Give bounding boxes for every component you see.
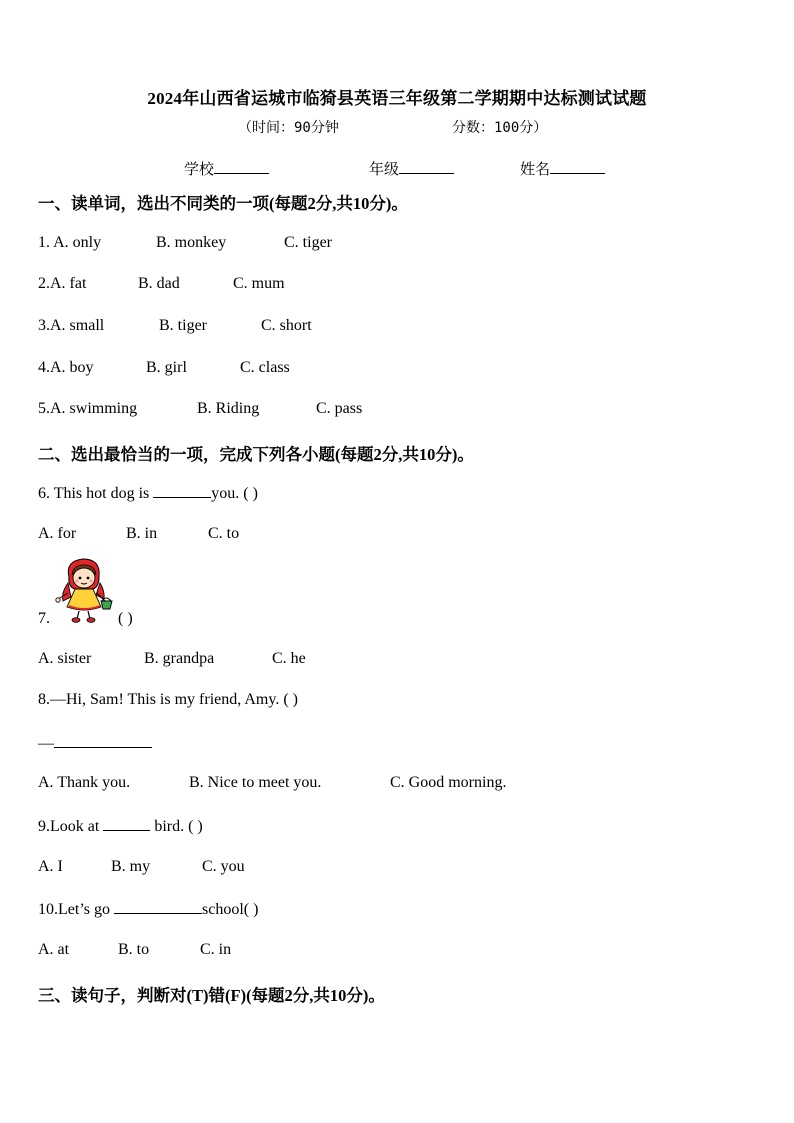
q6-option-c: C. to [208, 525, 240, 542]
q2-option-b: B. dad [138, 275, 180, 292]
q8-option-c: C. Good morning. [390, 774, 507, 791]
grade-field [369, 158, 454, 179]
q7-option-c: C. he [272, 650, 306, 667]
q7-option-a: A. sister [38, 650, 92, 667]
question-1 [38, 234, 332, 252]
q2-option-c: C. mum [233, 275, 285, 292]
question-10-stem [38, 899, 258, 919]
question-6-options [38, 525, 240, 543]
q6-stem-end: you. ( ) [211, 485, 258, 502]
q7-number: 7. [38, 610, 50, 627]
section2-heading: 二、选出最恰当的一项，完成下列各小题(每题2分,共10分)。 [38, 445, 474, 464]
q5-number: 5. [38, 400, 50, 417]
q10-option-c: C. in [200, 941, 232, 958]
q3-option-c: C. short [261, 317, 312, 334]
q9-option-b: B. my [111, 858, 151, 875]
q5-option-a: A. swimming [50, 400, 138, 417]
q9-blank [103, 816, 150, 831]
question-7-options [38, 650, 306, 668]
q1-option-a: A. only [53, 234, 102, 251]
question-8-response [38, 733, 152, 753]
q10-blank [114, 899, 202, 914]
q8-option-a: A. Thank you. [38, 774, 131, 791]
q5-option-b: B. Riding [197, 400, 260, 417]
school-field [184, 158, 269, 179]
q6-option-b: B. in [126, 525, 158, 542]
exam-time: （时间：90分钟 [238, 120, 339, 136]
q9-stem-end: bird. ( ) [150, 818, 203, 835]
question-8-stem: 8.—Hi, Sam! This is my friend, Amy. ( ) [38, 691, 298, 708]
q3-option-b: B. tiger [159, 317, 207, 334]
question-9-stem [38, 816, 203, 836]
q4-option-a: A. boy [50, 359, 94, 376]
section3-heading: 三、读句子，判断对(T)错(F)(每题2分,共10分)。 [38, 986, 385, 1005]
q3-option-a: A. small [50, 317, 105, 334]
question-5 [38, 400, 363, 418]
q6-blank [153, 483, 211, 498]
q3-number: 3. [38, 317, 50, 334]
q7-answer-paren: ( ) [118, 610, 133, 627]
girl-red-hood-illustration [55, 557, 115, 625]
q1-number: 1. [38, 234, 54, 251]
q2-option-a: A. fat [50, 275, 87, 292]
q8-dash: — [38, 735, 54, 752]
question-4 [38, 359, 290, 377]
question-2 [38, 275, 285, 293]
q5-option-c: C. pass [316, 400, 363, 417]
question-3 [38, 317, 312, 335]
name-blank [550, 159, 605, 174]
question-6-stem [38, 483, 258, 503]
grade-blank [399, 159, 454, 174]
q4-number: 4. [38, 359, 50, 376]
q1-option-c: C. tiger [284, 234, 332, 251]
exam-score: 分数：100分） [452, 120, 548, 136]
q4-option-b: B. girl [146, 359, 187, 376]
q9-stem-start: 9.Look at [38, 818, 104, 835]
name-field [520, 158, 605, 179]
school-label: 学校 [184, 162, 215, 178]
q1-option-b: B. monkey [156, 234, 227, 251]
grade-label: 年级 [369, 162, 400, 178]
q6-option-a: A. for [38, 525, 77, 542]
q10-stem-start: 10.Let’s go [38, 901, 114, 918]
q10-option-b: B. to [118, 941, 150, 958]
page-title: 2024年山西省运城市临猗县英语三年级第二学期期中达标测试试题 [147, 89, 647, 108]
school-blank [214, 159, 269, 174]
name-label: 姓名 [520, 162, 551, 178]
q4-option-c: C. class [240, 359, 290, 376]
q8-option-b: B. Nice to meet you. [189, 774, 322, 791]
q10-option-a: A. at [38, 941, 70, 958]
question-10-options [38, 941, 232, 959]
q10-stem-end: school( ) [202, 901, 259, 918]
q2-number: 2. [38, 275, 50, 292]
q8-blank [54, 733, 152, 748]
q7-option-b: B. grandpa [144, 650, 215, 667]
q6-stem-start: 6. This hot dog is [38, 485, 154, 502]
section1-heading: 一、读单词，选出不同类的一项(每题2分,共10分)。 [38, 194, 408, 213]
question-9-options [38, 858, 245, 876]
q9-option-c: C. you [202, 858, 245, 875]
q9-option-a: A. I [38, 858, 63, 875]
question-8-options [38, 774, 507, 792]
